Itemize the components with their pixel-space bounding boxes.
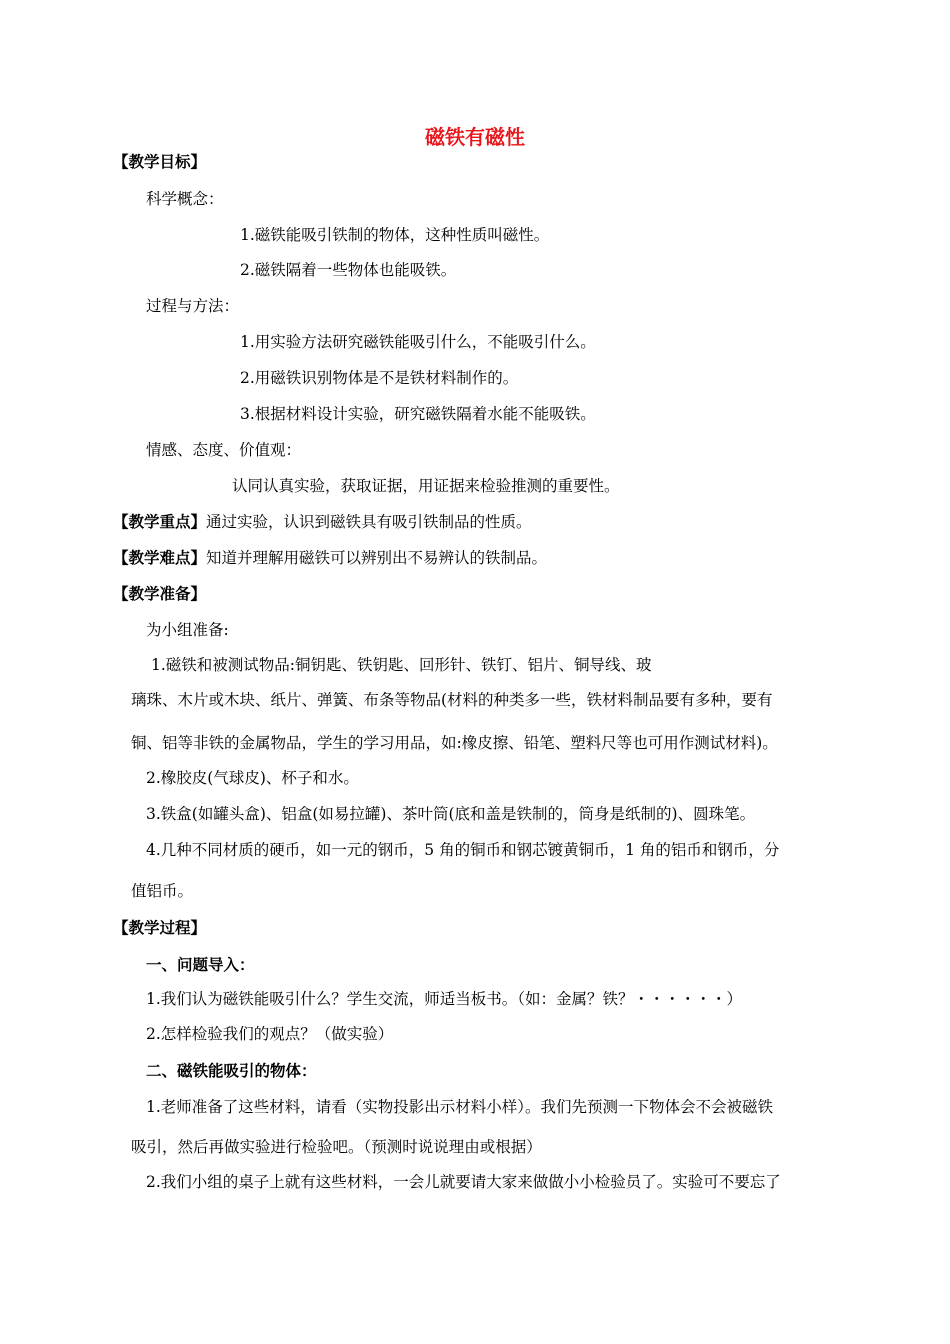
section-2-item-1-line-1: 1.老师准备了这些材料，请看（实物投影出示材料小样）。我们先预测一下物体会不会被磁铁 — [146, 1098, 774, 1116]
difficulty-text: 知道并理解用磁铁可以辨别出不易辨认的铁制品。 — [206, 549, 548, 567]
preparation-item-1-line-1: 1.磁铁和被测试物品:铜钥匙、铁钥匙、回形针、铁钉、铝片、铜导线、玻 — [151, 656, 652, 674]
process-method-item-1: 1.用实验方法研究磁铁能吸引什么，不能吸引什么。 — [240, 333, 596, 351]
preparation-heading: 【教学准备】 — [113, 585, 207, 603]
concept-item-1: 1.磁铁能吸引铁制的物体，这种性质叫磁性。 — [240, 226, 550, 244]
difficulty-line — [113, 548, 547, 568]
section-1-item-1: 1.我们认为磁铁能吸引什么？学生交流，师适当板书。（如：金属？铁？・・・・・・） — [146, 990, 743, 1008]
difficulty-heading: 【教学难点】 — [113, 549, 207, 567]
section-2-item-2: 2.我们小组的桌子上就有这些材料，一会儿就要请大家来做做小小检验员了。实验可不要忘了 — [146, 1173, 781, 1191]
attitude-label: 情感、态度、价值观： — [146, 441, 302, 459]
objectives-heading: 【教学目标】 — [113, 153, 207, 171]
key-point-text: 通过实验，认识到磁铁具有吸引铁制品的性质。 — [206, 513, 532, 531]
key-point-line — [113, 512, 532, 532]
process-method-item-2: 2.用磁铁识别物体是不是铁材料制作的。 — [240, 369, 519, 387]
process-heading: 【教学过程】 — [113, 919, 207, 937]
preparation-item-4-line-2: 值铝币。 — [131, 882, 194, 900]
attitude-text: 认同认真实验，获取证据，用证据来检验推测的重要性。 — [232, 477, 620, 495]
process-method-label: 过程与方法： — [146, 297, 240, 315]
section-1-item-2: 2.怎样检验我们的观点？（做实验） — [146, 1025, 394, 1043]
preparation-item-4-line-1: 4.几种不同材质的硬币，如一元的钢币，5 角的铜币和钢芯镀黄铜币，1 角的铝币和钢币，分 — [146, 841, 780, 859]
preparation-item-1-line-2: 璃珠、木片或木块、纸片、弹簧、布条等物品(材料的种类多一些，铁材料制品要有多种，要有 — [131, 691, 773, 709]
concept-label: 科学概念： — [146, 190, 224, 208]
section-1-title: 一、问题导入： — [146, 956, 255, 974]
section-2-item-1-line-2: 吸引，然后再做实验进行检验吧。（预测时说说理由或根据） — [131, 1138, 542, 1156]
process-method-item-3: 3.根据材料设计实验，研究磁铁隔着水能不能吸铁。 — [240, 405, 596, 423]
section-2-title: 二、磁铁能吸引的物体： — [146, 1062, 317, 1080]
document-title: 磁铁有磁性 — [425, 125, 525, 149]
concept-item-2: 2.磁铁隔着一些物体也能吸铁。 — [240, 261, 457, 279]
preparation-intro: 为小组准备: — [146, 621, 229, 639]
preparation-item-2: 2.橡胶皮(气球皮)、杯子和水。 — [146, 769, 359, 787]
preparation-item-1-line-3: 铜、铝等非铁的金属物品，学生的学习用品，如:橡皮擦、铅笔、塑料尺等也可用作测试材料)。 — [131, 734, 778, 752]
preparation-item-3: 3.铁盒(如罐头盒)、铝盒(如易拉罐)、茶叶筒(底和盖是铁制的，筒身是纸制的)、圆珠笔。 — [146, 805, 756, 823]
key-point-heading: 【教学重点】 — [113, 513, 207, 531]
